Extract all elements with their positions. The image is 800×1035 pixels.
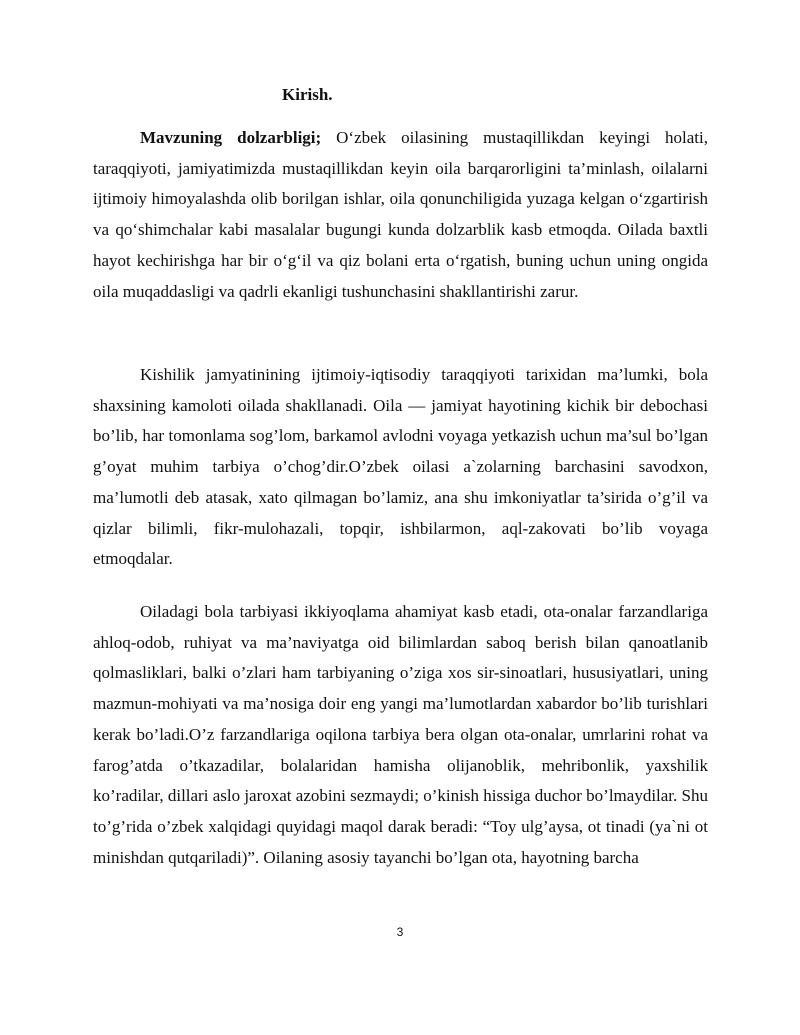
paragraph-lead-heading: Mavzuning dolzarbligi; bbox=[140, 128, 337, 147]
page-number: 3 bbox=[396, 925, 404, 939]
page-title: Kirish. bbox=[282, 85, 333, 104]
paragraph-family-development: Kishilik jamyatinining ijtimoiy-iqtisodiy taraqqiyoti tarixidan ma’lumki, bola shaxsining kamoloti oilada shakllanadi. Oila — jamiyat hayotining kichik bir debochasi bo’lib, har tomonlama sog’lom, barkamol avlodni voyaga yetkazish uchun ma’sul bo’lgan g’oyat muhim tarbiya o’chog’dir.O’zbek oilasi a`zolarning barchasini savodxon, ma’lumotli deb atasak, xato qilmagan bo’lamiz, ana shu imkoniyatlar ta’sirida o’g’il va qizlar bilimli, fikr-mulohazali, topqir, ishbilarmon, aql-zakovati bo’lib voyaga etmoqdalar. bbox=[93, 365, 708, 569]
paragraph-text: O‘zbek oilasining mustaqillikdan keyingi holati, taraqqiyoti, jamiyatimizda mustaqillikdan keyin oila barqarorligini ta’minlash, oilalarni ijtimoiy himoyalashda olib borilgan ishlar, oila qonunchiligida yuzaga kelgan o‘zgartirish va qo‘shimchalar kabi masalalar bugungi kunda dolzarblik kasb etmoqda. Oilada baxtli hayot kechirishga har bir o‘g‘il va qiz bolani erta o‘rgatish, buning uchun uning ongida oila muqaddasligi va qadrli ekanligi tushunchasini shakllantirishi zarur. bbox=[93, 128, 708, 301]
paragraph-child-upbringing: Oiladagi bola tarbiyasi ikkiyoqlama ahamiyat kasb etadi, ota-onalar farzandlariga ahloq-odob, ruhiyat va ma’naviyatga oid bilimlardan saboq berish bilan qanoatlanib qolmasliklari, balki o’zlari ham tarbiyaning o’ziga xos sir-sinoatlari, hususiyatlari, uning mazmun-mohiyati va ma’nosiga doir eng yangi ma’lumotlardan xabardor bo’lib turishlari kerak bo’ladi.O’z farzandlariga oqilona tarbiya bera olgan ota-onalar, umrlarini rohat va farog’atda o’tkazadilar, bolalaridan hamisha olijanoblik, mehribonlik, yaxshilik ko’radilar, dillari aslo jaroxat azobini sezmaydi; o’kinish hissiga duchor bo’lmaydilar. Shu to’g’rida o’zbek xalqidagi quyidagi maqol darak beradi: “Toy ulg’aysa, ot tinadi (ya`ni ot minishdan qutqariladi)”. Oilaning asosiy tayanchi bo’lgan ota, hayotning barcha bbox=[93, 602, 708, 867]
paragraph-relevance bbox=[93, 123, 708, 307]
